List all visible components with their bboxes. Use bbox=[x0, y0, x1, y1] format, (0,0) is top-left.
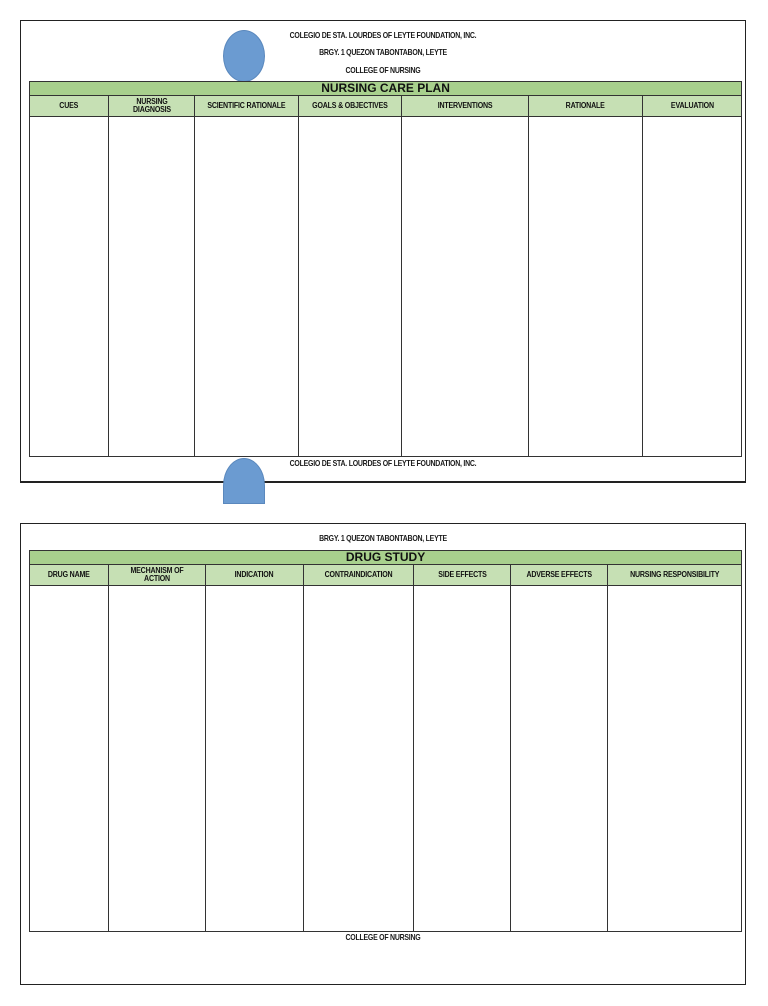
contraindication-cell[interactable] bbox=[304, 586, 414, 932]
adverse-effects-cell[interactable] bbox=[511, 586, 608, 932]
footer-school-name: COLEGIO DE STA. LOURDES OF LEYTE FOUNDATION, INC. bbox=[289, 458, 477, 468]
column-header-rationale: RATIONALE bbox=[529, 96, 643, 117]
footer-college-name: COLLEGE OF NURSING bbox=[345, 932, 421, 942]
drug-study-title: DRUG STUDY bbox=[30, 551, 742, 565]
goals-objectives-cell[interactable] bbox=[299, 117, 402, 457]
column-header-cues: CUES bbox=[30, 96, 109, 117]
drug-study-table bbox=[29, 550, 742, 932]
drug-study-page bbox=[20, 523, 746, 985]
scientific-rationale-cell[interactable] bbox=[195, 117, 299, 457]
side-effects-cell[interactable] bbox=[414, 586, 511, 932]
column-header-mechanism-of-action: MECHANISM OF ACTION bbox=[109, 565, 206, 586]
care-plan-table bbox=[29, 81, 742, 457]
cues-cell[interactable] bbox=[30, 117, 109, 457]
mechanism-of-action-cell[interactable] bbox=[109, 586, 206, 932]
care-plan-page bbox=[20, 20, 746, 483]
school-address: BRGY. 1 QUEZON TABONTABON, LEYTE bbox=[319, 533, 447, 543]
rationale-cell[interactable] bbox=[529, 117, 643, 457]
nursing-diagnosis-cell[interactable] bbox=[109, 117, 195, 457]
column-header-nursing-diagnosis: NURSING DIAGNOSIS bbox=[109, 96, 195, 117]
college-name: COLLEGE OF NURSING bbox=[345, 65, 421, 75]
column-header-contraindication: CONTRAINDICATION bbox=[304, 565, 414, 586]
school-logo-icon bbox=[223, 458, 265, 504]
column-header-interventions: INTERVENTIONS bbox=[402, 96, 529, 117]
drug-name-cell[interactable] bbox=[30, 586, 109, 932]
column-header-evaluation: EVALUATION bbox=[643, 96, 742, 117]
care-plan-title: NURSING CARE PLAN bbox=[30, 82, 742, 96]
column-header-nursing-responsibility: NURSING RESPONSIBILITY bbox=[608, 565, 742, 586]
column-header-adverse-effects: ADVERSE EFFECTS bbox=[511, 565, 608, 586]
column-header-scientific-rationale: SCIENTIFIC RATIONALE bbox=[195, 96, 299, 117]
indication-cell[interactable] bbox=[206, 586, 304, 932]
school-address: BRGY. 1 QUEZON TABONTABON, LEYTE bbox=[319, 47, 447, 57]
school-name: COLEGIO DE STA. LOURDES OF LEYTE FOUNDATION, INC. bbox=[289, 30, 477, 40]
column-header-drug-name: DRUG NAME bbox=[30, 565, 109, 586]
column-header-indication: INDICATION bbox=[206, 565, 304, 586]
nursing-responsibility-cell[interactable] bbox=[608, 586, 742, 932]
column-header-goals-objectives: GOALS & OBJECTIVES bbox=[299, 96, 402, 117]
column-header-side-effects: SIDE EFFECTS bbox=[414, 565, 511, 586]
evaluation-cell[interactable] bbox=[643, 117, 742, 457]
interventions-cell[interactable] bbox=[402, 117, 529, 457]
